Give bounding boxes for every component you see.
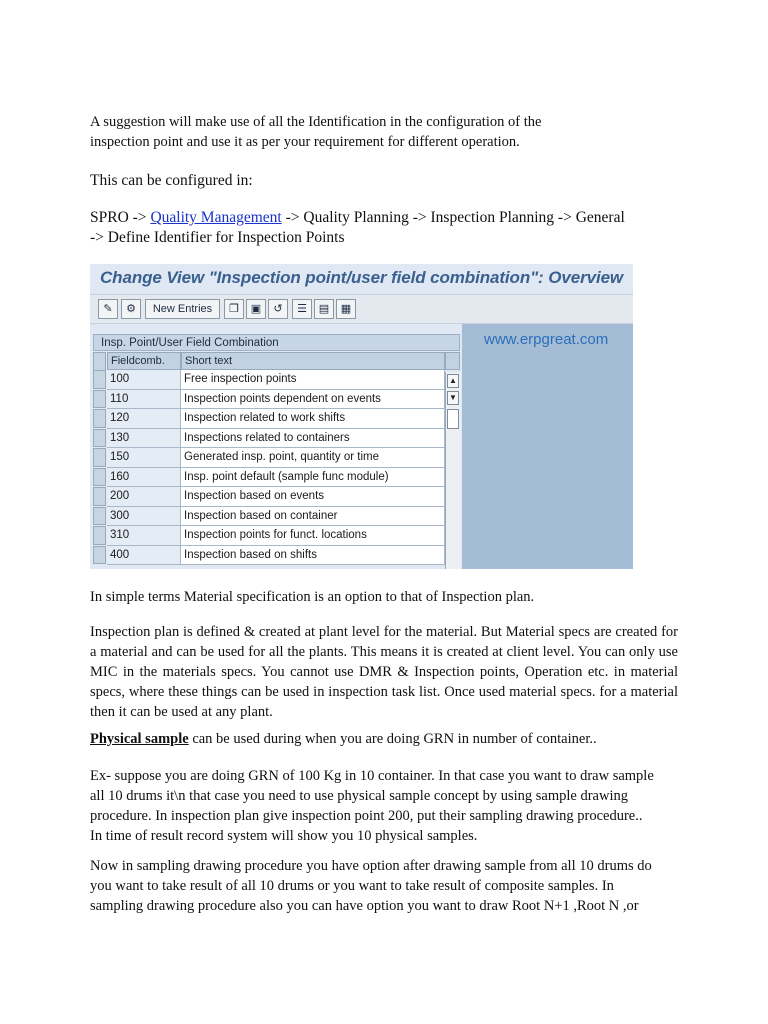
short-text-cell: Inspections related to containers (181, 429, 445, 449)
row-selector[interactable] (93, 468, 106, 487)
fieldcomb-cell: 110 (107, 390, 181, 410)
deselect-icon[interactable]: ▦ (336, 299, 356, 319)
select-all-icon[interactable]: ☰ (292, 299, 312, 319)
grid-title: Insp. Point/User Field Combination (93, 334, 460, 351)
fieldcomb-cell: 310 (107, 526, 181, 546)
quality-management-link[interactable]: Quality Management (150, 209, 282, 226)
display-icon[interactable]: ⚙ (121, 299, 141, 319)
table-row[interactable] (93, 526, 460, 546)
undo-icon[interactable]: ↺ (268, 299, 288, 319)
configured-in-text: This can be configured in: (90, 172, 253, 189)
simple-terms-paragraph: In simple terms Material specification is an option to that of Inspection plan. (90, 589, 535, 605)
fieldcomb-cell: 160 (107, 468, 181, 488)
physical-sample-paragraph: Physical sample can be used during when you are doing GRN in number of container.. (90, 731, 597, 747)
row-selector[interactable] (93, 370, 106, 389)
scroll-up-icon[interactable]: ▲ (447, 374, 459, 388)
short-text-cell: Inspection points dependent on events (181, 390, 445, 410)
short-text-cell: Inspection related to work shifts (181, 409, 445, 429)
fieldcomb-cell: 200 (107, 487, 181, 507)
right-pane (462, 324, 633, 569)
table-row[interactable] (93, 409, 460, 429)
select-all-rows[interactable] (93, 352, 106, 371)
copy-icon[interactable]: ❐ (224, 299, 244, 319)
sampling-procedure-paragraph: Now in sampling drawing procedure you have option after drawing sample from all 10 drums do you want to take result of all 10 drums or you want to take result of composite samples. In sampling drawing procedure also you can have option you want to draw Root N+1 ,Root N ,or (90, 858, 652, 914)
column-header-fieldcomb[interactable]: Fieldcomb. (107, 352, 181, 370)
display-change-icon[interactable]: ✎ (98, 299, 118, 319)
inspection-plan-paragraph: Inspection plan is defined & created at plant level for the material. But Material specs are created for a material and can be used for all the plants. This means it is created at client level. You can only use MIC in the materials specs. You cannot use DMR & Inspection points, Operation etc. in material specs, where these things can be used in inspection task list. Once used material specs. for a material then it can be used at any plant. (90, 624, 678, 720)
row-selector[interactable] (93, 409, 106, 428)
table-row[interactable] (93, 487, 460, 507)
short-text-cell: Insp. point default (sample func module) (181, 468, 445, 488)
intro-paragraph (90, 112, 678, 152)
fieldcomb-cell: 100 (107, 370, 181, 390)
select-block-icon[interactable]: ▤ (314, 299, 334, 319)
short-text-cell: Free inspection points (181, 370, 445, 390)
spro-path: SPRO -> Quality Management -> Quality Planning -> Inspection Planning -> General -> Define Identifier for Inspection Points (90, 209, 625, 246)
row-selector[interactable] (93, 429, 106, 448)
table-row[interactable] (93, 468, 460, 488)
column-header-short-text[interactable]: Short text (181, 352, 445, 370)
vertical-scrollbar[interactable] (445, 372, 461, 569)
scroll-thumb[interactable] (447, 409, 459, 429)
row-selector[interactable] (93, 448, 106, 467)
table-row[interactable] (93, 448, 460, 468)
inspection-table (93, 352, 460, 569)
fieldcomb-cell: 150 (107, 448, 181, 468)
sap-toolbar (90, 294, 633, 324)
watermark-url: www.erpgreat.com (484, 331, 609, 348)
delete-icon[interactable]: ▣ (246, 299, 266, 319)
table-settings-icon[interactable] (445, 352, 460, 370)
row-selector[interactable] (93, 390, 106, 409)
table-row[interactable] (93, 429, 460, 449)
short-text-cell: Inspection points for funct. locations (181, 526, 445, 546)
table-row[interactable] (93, 546, 460, 566)
scroll-down-icon[interactable]: ▼ (447, 391, 459, 405)
table-row[interactable] (93, 507, 460, 527)
intro-line-2: inspection point and use it as per your requirement for different operation. (90, 134, 520, 150)
short-text-cell: Inspection based on events (181, 487, 445, 507)
fieldcomb-cell: 130 (107, 429, 181, 449)
new-entries-button[interactable]: New Entries (145, 299, 220, 319)
physical-sample-label: Physical sample (90, 731, 189, 747)
fieldcomb-cell: 300 (107, 507, 181, 527)
row-selector[interactable] (93, 507, 106, 526)
fieldcomb-cell: 400 (107, 546, 181, 566)
row-selector[interactable] (93, 487, 106, 506)
table-row[interactable] (93, 370, 460, 390)
fieldcomb-cell: 120 (107, 409, 181, 429)
short-text-cell: Generated insp. point, quantity or time (181, 448, 445, 468)
intro-line-1: A suggestion will make use of all the Identification in the configuration of the (90, 114, 542, 130)
example-paragraph: Ex- suppose you are doing GRN of 100 Kg in 10 container. In that case you want to draw sample all 10 drums it\n that case you need to use physical sample concept by using sample drawing procedure. In inspection plan give inspection point 200, put their sampling drawing procedure.. In time of result record system will show you 10 physical samples. (90, 768, 654, 844)
row-selector[interactable] (93, 546, 106, 565)
table-row[interactable] (93, 390, 460, 410)
row-selector[interactable] (93, 526, 106, 545)
sap-screenshot (90, 264, 633, 569)
short-text-cell: Inspection based on shifts (181, 546, 445, 566)
sap-title: Change View "Inspection point/user field combination": Overview (100, 268, 624, 287)
short-text-cell: Inspection based on container (181, 507, 445, 527)
